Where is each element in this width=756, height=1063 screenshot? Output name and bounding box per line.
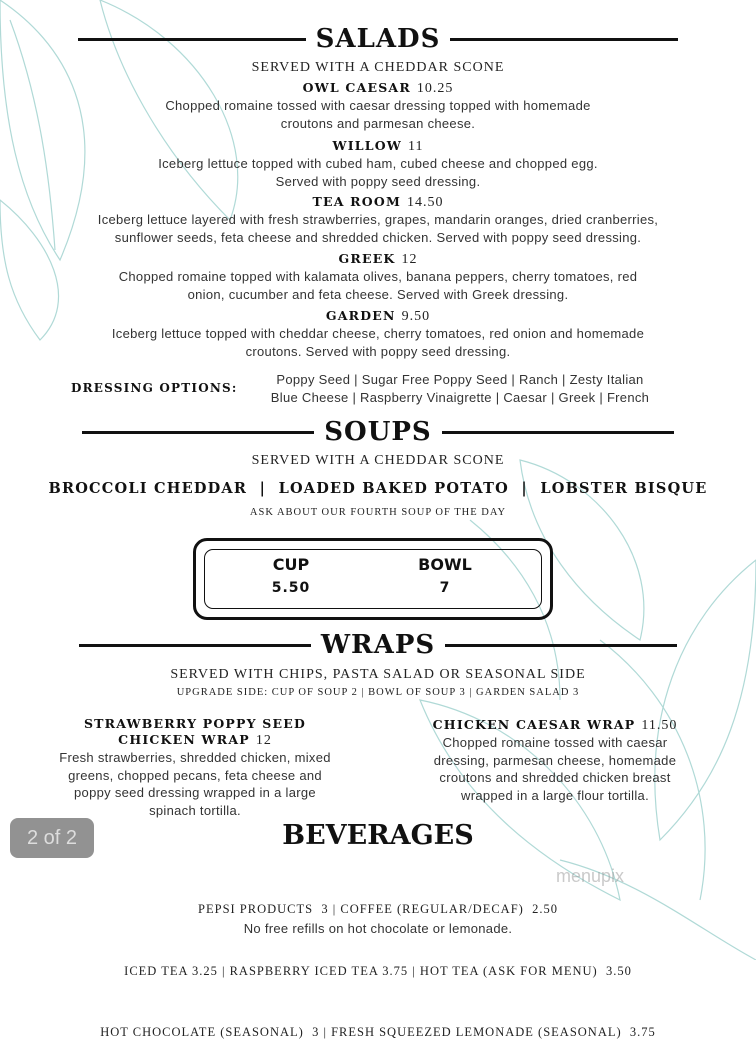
beverage-line: HOT CHOCOLATE (SEASONAL) 3 | FRESH SQUEEZED LEMONADE (SEASONAL) 3.75 bbox=[100, 1025, 656, 1039]
divider bbox=[450, 38, 678, 41]
cup-price: CUP 5.50 bbox=[271, 555, 311, 596]
divider bbox=[82, 431, 314, 434]
item-desc: Chopped romaine tossed with caesar bbox=[442, 735, 668, 750]
wraps-subtitle: SERVED WITH CHIPS, PASTA SALAD OR SEASONAL SIDE bbox=[170, 667, 586, 682]
item-price: 11.50 bbox=[641, 718, 678, 733]
dressing-label: DRESSING OPTIONS: bbox=[71, 381, 238, 395]
divider bbox=[78, 38, 306, 41]
item-desc: croutons and shredded chicken breast bbox=[439, 770, 671, 785]
item-price: 9.50 bbox=[401, 309, 431, 324]
item-desc: Fresh strawberries, shredded chicken, mixed bbox=[59, 750, 331, 765]
soup-note: ASK ABOUT OUR FOURTH SOUP OF THE DAY bbox=[249, 507, 507, 518]
beverage-note: No free refills on hot chocolate or lemonade. bbox=[243, 921, 513, 936]
item-desc: poppy seed dressing wrapped in a large bbox=[74, 785, 316, 800]
item-price: 10.25 bbox=[416, 81, 454, 96]
soups-subtitle: SERVED WITH A CHEDDAR SCONE bbox=[251, 453, 505, 468]
menu-item bbox=[0, 307, 756, 360]
item-desc: Served with poppy seed dressing. bbox=[275, 173, 481, 189]
item-price: 11 bbox=[408, 139, 424, 154]
menu-item bbox=[30, 716, 360, 819]
menu-item bbox=[400, 716, 710, 804]
menu-item bbox=[0, 250, 756, 303]
item-desc: Iceberg lettuce topped with cubed ham, cubed cheese and chopped egg. bbox=[158, 156, 598, 171]
item-desc: croutons and parmesan cheese. bbox=[280, 115, 476, 131]
item-desc: Iceberg lettuce layered with fresh strawberries, grapes, mandarin oranges, dried cranberries, bbox=[97, 212, 659, 227]
item-price: 14.50 bbox=[406, 195, 444, 210]
watermark: menupix bbox=[556, 866, 625, 886]
item-name: CHICKEN CAESAR WRAP bbox=[432, 717, 636, 732]
divider bbox=[442, 431, 674, 434]
menu-item bbox=[0, 193, 756, 246]
beverage-line: ICED TEA 3.25 | RASPBERRY ICED TEA 3.75 | HOT TEA (ASK FOR MENU) 3.50 bbox=[124, 963, 632, 978]
item-desc: Chopped romaine topped with kalamata olives, banana peppers, cherry tomatoes, red bbox=[118, 269, 638, 284]
section-title: SALADS bbox=[315, 24, 441, 54]
item-desc: dressing, parmesan cheese, homemade bbox=[433, 752, 677, 768]
item-desc: croutons. Served with poppy seed dressing. bbox=[245, 343, 511, 359]
section-title: BEVERAGES bbox=[282, 820, 474, 851]
divider bbox=[79, 644, 311, 647]
item-desc: Iceberg lettuce topped with cheddar cheese, cherry tomatoes, red onion and homemade bbox=[111, 326, 645, 341]
dressing-line: Blue Cheese | Raspberry Vinaigrette | Caesar | Greek | French bbox=[270, 389, 650, 405]
item-name: GARDEN bbox=[325, 308, 396, 323]
wraps-upgrade: UPGRADE SIDE: CUP OF SOUP 2 | BOWL OF SOUP 3 | GARDEN SALAD 3 bbox=[176, 687, 580, 698]
wraps-header bbox=[0, 630, 756, 660]
section-title: SOUPS bbox=[324, 417, 432, 447]
item-price: 12 bbox=[255, 733, 272, 748]
bowl-price: BOWL 7 bbox=[418, 555, 472, 596]
item-name: TEA ROOM bbox=[312, 194, 401, 209]
salads-subtitle: SERVED WITH A CHEDDAR SCONE bbox=[251, 60, 505, 75]
beverage-line: PEPSI PRODUCTS 3 | COFFEE (REGULAR/DECAF) 2.50 bbox=[198, 902, 558, 916]
section-title: WRAPS bbox=[320, 630, 436, 660]
item-desc: greens, chopped pecans, feta cheese and bbox=[68, 767, 322, 783]
item-name: WILLOW bbox=[332, 138, 403, 153]
item-price: 12 bbox=[401, 252, 418, 267]
menu-item bbox=[0, 79, 756, 132]
item-desc: wrapped in a large flour tortilla. bbox=[461, 787, 649, 803]
beverages-header bbox=[0, 820, 756, 851]
item-name: STRAWBERRY POPPY SEED bbox=[83, 716, 307, 731]
soup-list: BROCCOLI CHEDDAR | LOADED BAKED POTATO | LOBSTER BISQUE bbox=[48, 480, 708, 497]
menu-item bbox=[0, 137, 756, 190]
salads-header bbox=[0, 24, 756, 54]
divider bbox=[445, 644, 677, 647]
dressing-options bbox=[240, 371, 680, 406]
page-indicator: 2 of 2 bbox=[10, 818, 94, 858]
soup-price-box bbox=[193, 538, 553, 620]
soups-header bbox=[0, 417, 756, 447]
item-name: CHICKEN WRAP bbox=[118, 732, 250, 747]
item-name: OWL CAESAR bbox=[302, 80, 411, 95]
item-desc: spinach tortilla. bbox=[149, 802, 241, 818]
item-desc: Chopped romaine tossed with caesar dressing topped with homemade bbox=[165, 98, 591, 113]
item-desc: onion, cucumber and feta cheese. Served with Greek dressing. bbox=[187, 286, 569, 302]
item-name: GREEK bbox=[338, 251, 396, 266]
item-desc: sunflower seeds, feta cheese and shredded chicken. Served with poppy seed dressing. bbox=[114, 229, 642, 245]
beverage-list bbox=[0, 858, 756, 1063]
dressing-line: Poppy Seed | Sugar Free Poppy Seed | Ranch | Zesty Italian bbox=[276, 372, 644, 387]
